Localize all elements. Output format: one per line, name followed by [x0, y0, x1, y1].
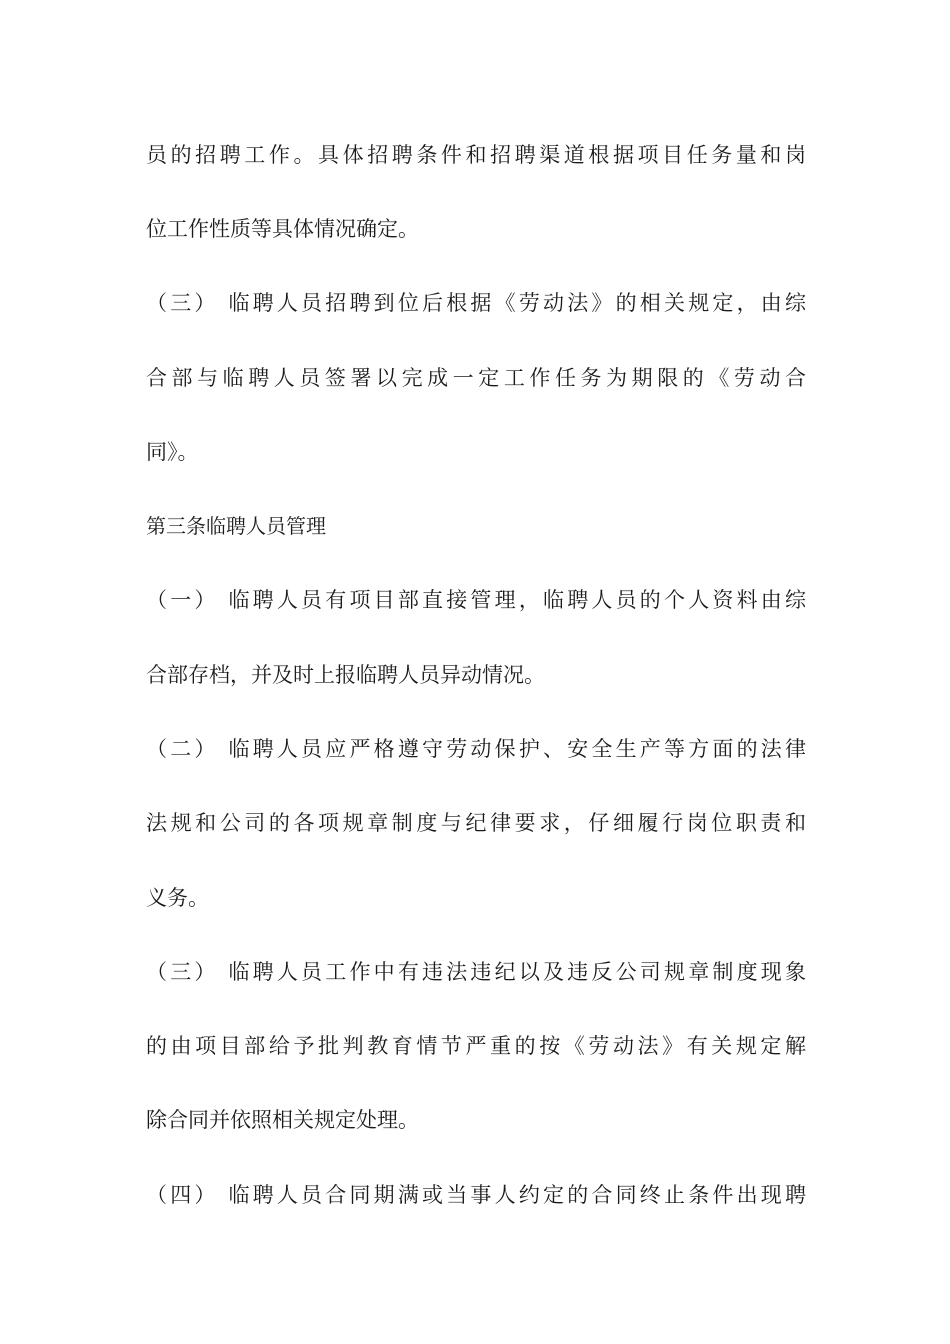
paragraph-line: 位工作性质等具体情况确定。: [146, 217, 419, 241]
paragraph-line: 义务。: [146, 886, 209, 910]
paragraph-line: （一） 临聘人员有项目部直接管理，临聘人员的个人资料由综: [146, 588, 806, 612]
paragraph-line: （三） 临聘人员工作中有违法违纪以及违反公司规章制度现象: [146, 960, 806, 984]
paragraph-line: 合部存档，并及时上报临聘人员异动情况。: [146, 663, 545, 687]
paragraph-line: （二） 临聘人员应严格遵守劳动保护、安全生产等方面的法律: [146, 737, 806, 761]
paragraph-line: 法规和公司的各项规章制度与纪律要求，仔细履行岗位职责和: [146, 811, 806, 835]
paragraph-line: （三） 临聘人员招聘到位后根据《劳动法》的相关规定，由综: [146, 291, 806, 315]
paragraph-line: 同》。: [146, 440, 199, 464]
paragraph-line: 员的招聘工作。具体招聘条件和招聘渠道根据项目任务量和岗: [146, 143, 806, 167]
paragraph-line: 合部与临聘人员签署以完成一定工作任务为期限的《劳动合: [146, 366, 806, 390]
section-heading: 第三条临聘人员管理: [146, 514, 326, 538]
paragraph-line: 除合同并依照相关规定处理。: [146, 1108, 419, 1132]
paragraph-line: （四） 临聘人员合同期满或当事人约定的合同终止条件出现聘: [146, 1183, 806, 1207]
paragraph-line: 的由项目部给予批判教育情节严重的按《劳动法》有关规定解: [146, 1034, 806, 1058]
